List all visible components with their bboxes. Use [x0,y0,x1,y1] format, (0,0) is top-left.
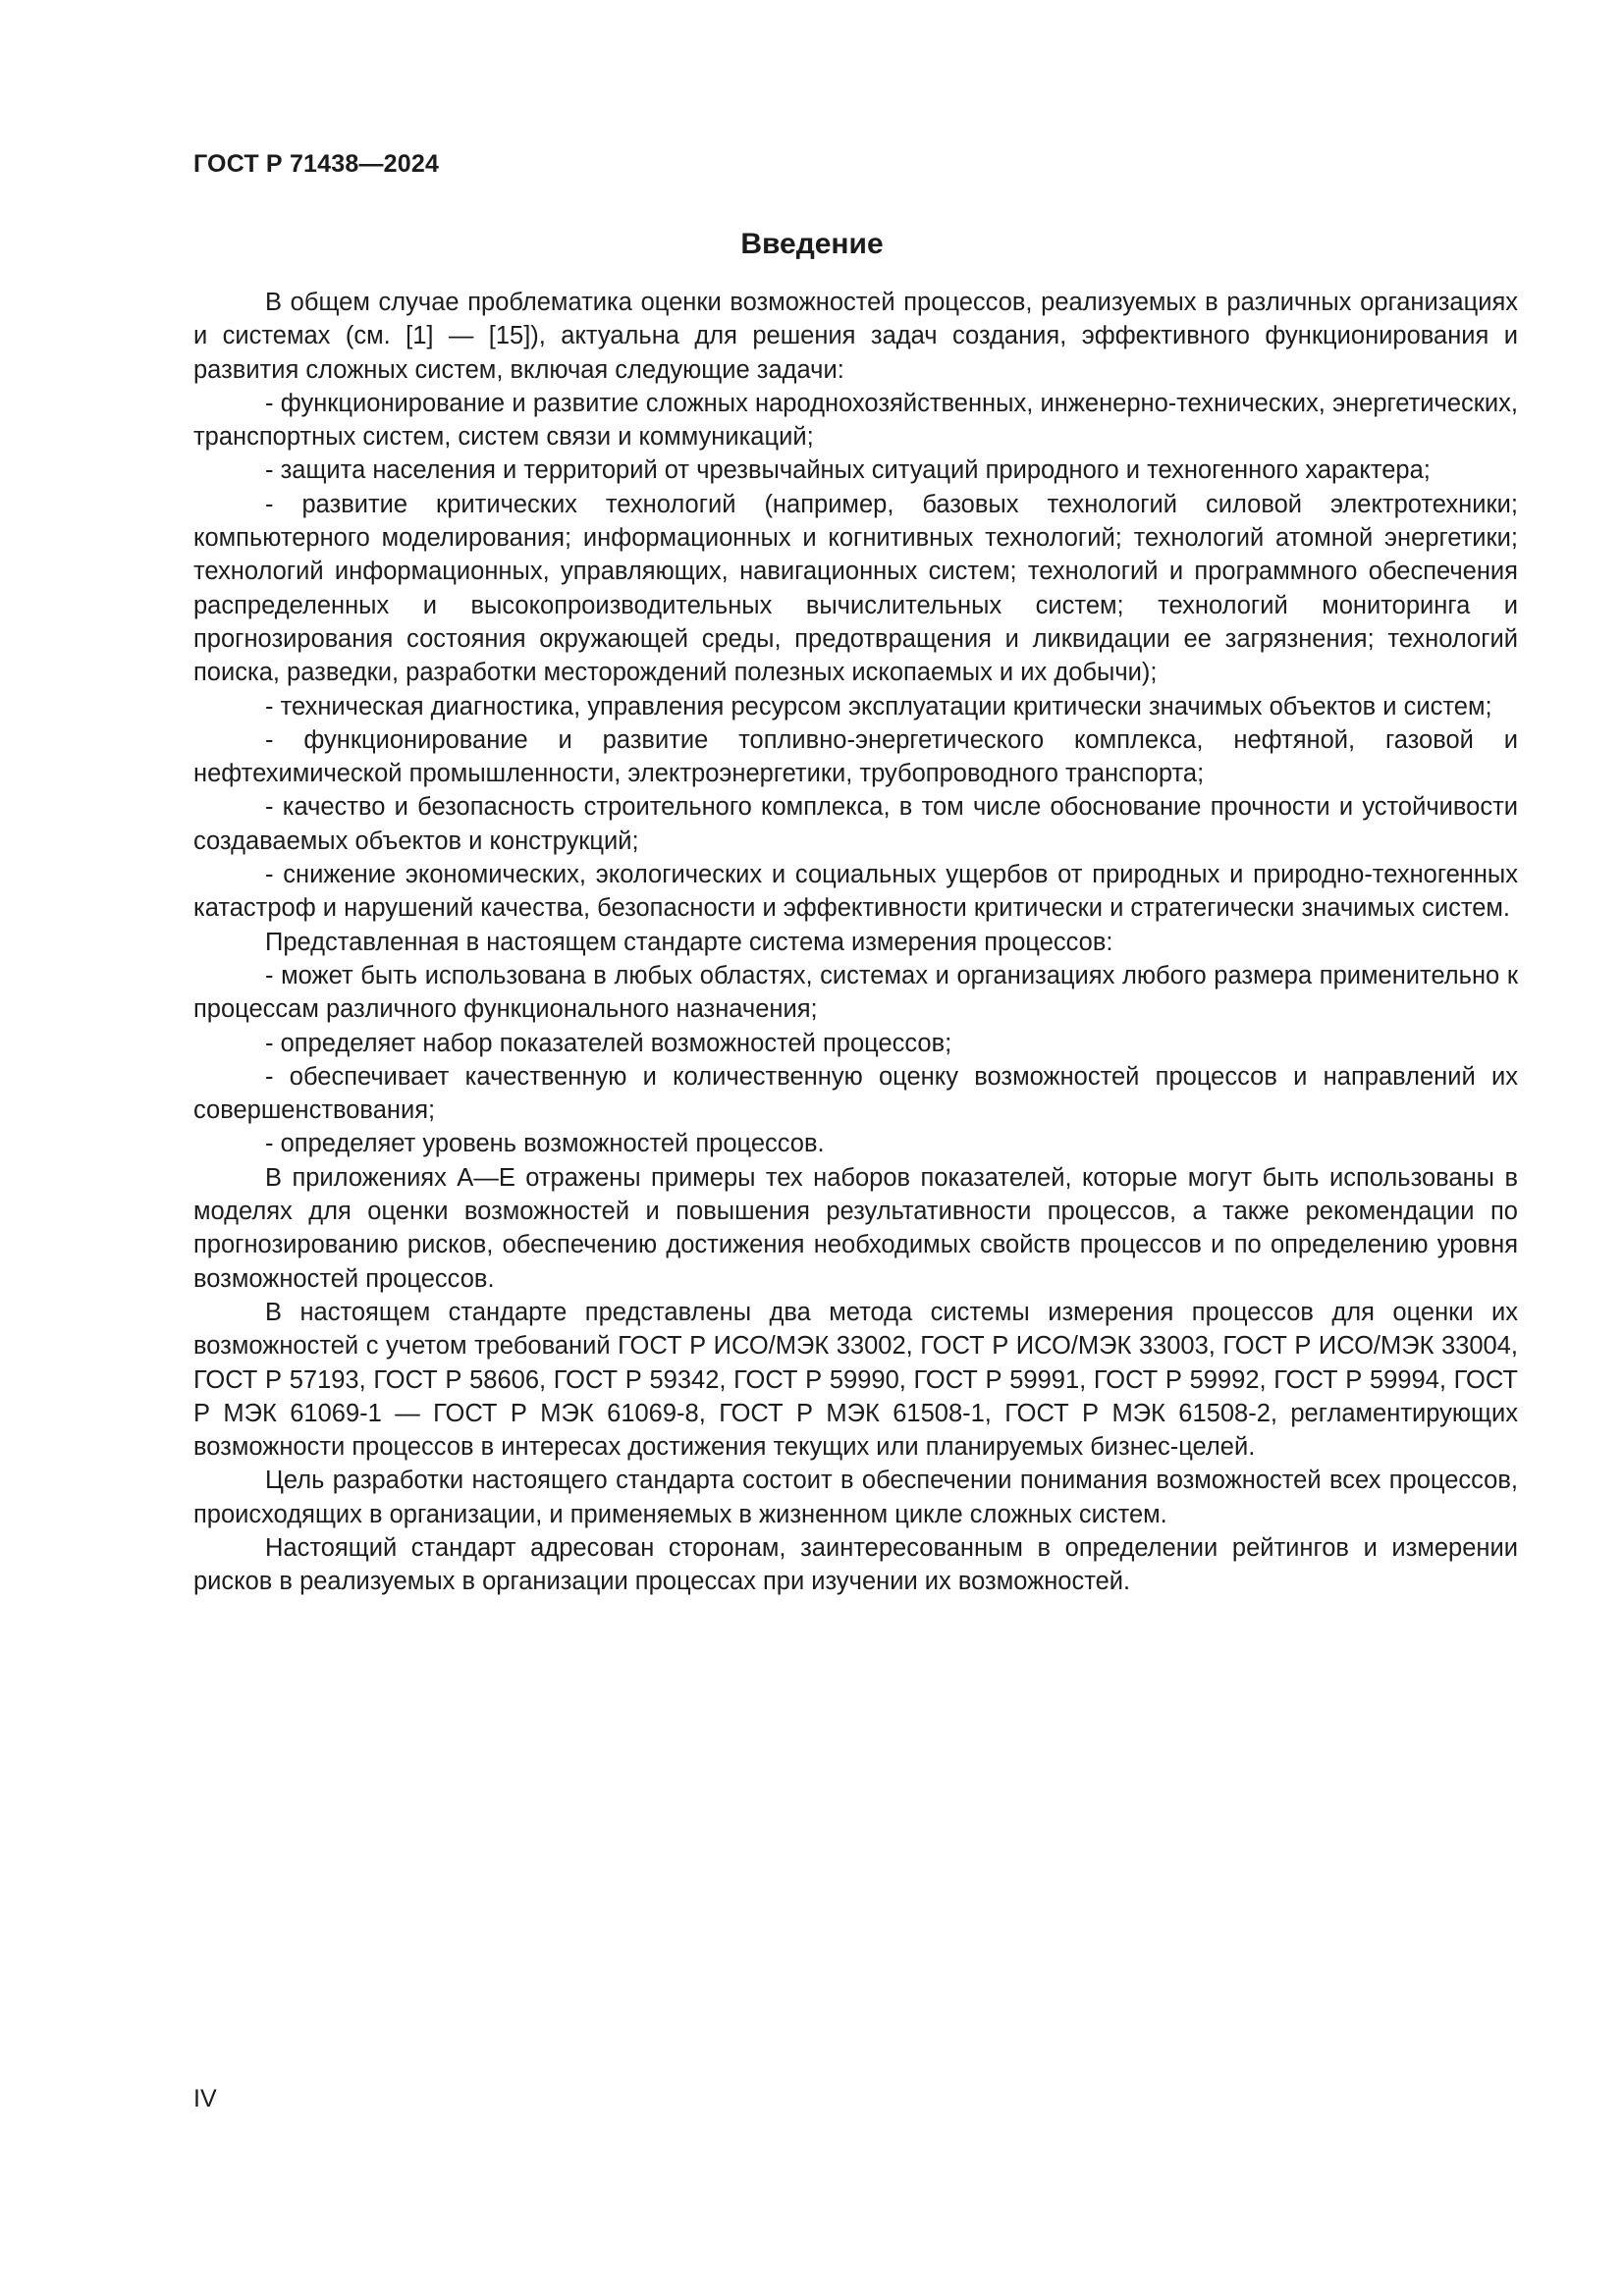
list-item: - определяет набор показателей возможностей процессов; [265,1029,952,1057]
list-item: - техническая диагностика, управления ресурсом эксплуатации критически значимых объектов и систем; [265,692,1492,721]
section-title: Введение [740,228,884,260]
list-item: - снижение экономических, экологических и социальных ущербов от природных и природно-техногенных катастроф и нарушений качества, безопасности и эффективности критически и стратегически значимых систем. [193,861,1518,923]
list-item: - обеспечивает качественную и количественную оценку возможностей процессов и направлений их совершенствования; [193,1062,1518,1125]
paragraph-audience: Настоящий стандарт адресован сторонам, заинтересованным в определении рейтингов и измерении рисков в реализуемых в организации процессах при изучении их возможностей. [193,1533,1518,1596]
list-item: - качество и безопасность строительного комплекса, в том числе обоснование прочности и устойчивости создаваемых объектов и конструкций; [193,793,1518,855]
list-item: - защита населения и территорий от чрезвычайных ситуаций природного и техногенного характера; [265,456,1431,485]
list-item: - развитие критических технологий (например, базовых технологий силовой электротехники; компьютерного моделирования; информационных и когнитивных технологий; технологий атомной энергетики; технологий информационных, управляющих, навигационных систем; технологий и программного обеспечения распределенных и высокопроизводительных вычислительных систем; технологий мониторинга и прогнозирования состояния окружающей среды, предотвращения и ликвидации ее загрязнения; технологий поиска, разведки, разработки месторождений полезных ископаемых и их добычи); [193,490,1518,687]
paragraph-appendices: В приложениях А—Е отражены примеры тех наборов показателей, которые могут быть использованы в моделях для оценки возможностей и повышения результативности процессов, а также рекомендации по прогнозированию рисков, обеспечению достижения необходимых свойств процессов и по определению уровня возможностей процессов. [193,1163,1518,1293]
paragraph-methods: В настоящем стандарте представлены два метода системы измерения процессов для оценки их возможностей с учетом требований ГОСТ Р ИСО/МЭК 33002, ГОСТ Р ИСО/МЭК 33003, ГОСТ Р ИСО/МЭК 33004, ГОСТ Р 57193, ГОСТ Р 58606, ГОСТ Р 59342, ГОСТ Р 59990, ГОСТ Р 59991, ГОСТ Р 59992, ГОСТ Р 59994, ГОСТ Р МЭК 61069-1 — ГОСТ Р МЭК 61069-8, ГОСТ Р МЭК 61508-1, ГОСТ Р МЭК 61508-2, регламентирующих возможности процессов в интересах достижения текущих или планируемых бизнес-целей. [193,1298,1518,1462]
list-item: - может быть использована в любых областях, системах и организациях любого размера применительно к процессам различного функционального назначения; [193,961,1518,1024]
list-item: - функционирование и развитие топливно-энергетического комплекса, нефтяной, газовой и нефтехимической промышленности, электроэнергетики, трубопроводного транспорта; [193,725,1518,788]
paragraph-system: Представленная в настоящем стандарте система измерения процессов: [265,928,1113,956]
paragraph-intro: В общем случае проблематика оценки возможностей процессов, реализуемых в различных организациях и системах (см. [1] — [15]), актуальна для решения задач создания, эффективного функционирования и развития сложных систем, включая следующие задачи: [193,289,1518,384]
list-item: - функционирование и развитие сложных народнохозяйственных, инженерно-технических, энергетических, транспортных систем, систем связи и коммуникаций; [193,389,1518,452]
paragraph-purpose: Цель разработки настоящего стандарта состоит в обеспечении понимания возможностей всех процессов, происходящих в организации, и применяемых в жизненном цикле сложных систем. [193,1467,1518,1528]
document-header: ГОСТ Р 71438—2024 [193,150,440,178]
body-text [193,286,1518,1599]
list-item: - определяет уровень возможностей процессов. [265,1130,825,1158]
page-number: IV [193,2085,217,2112]
